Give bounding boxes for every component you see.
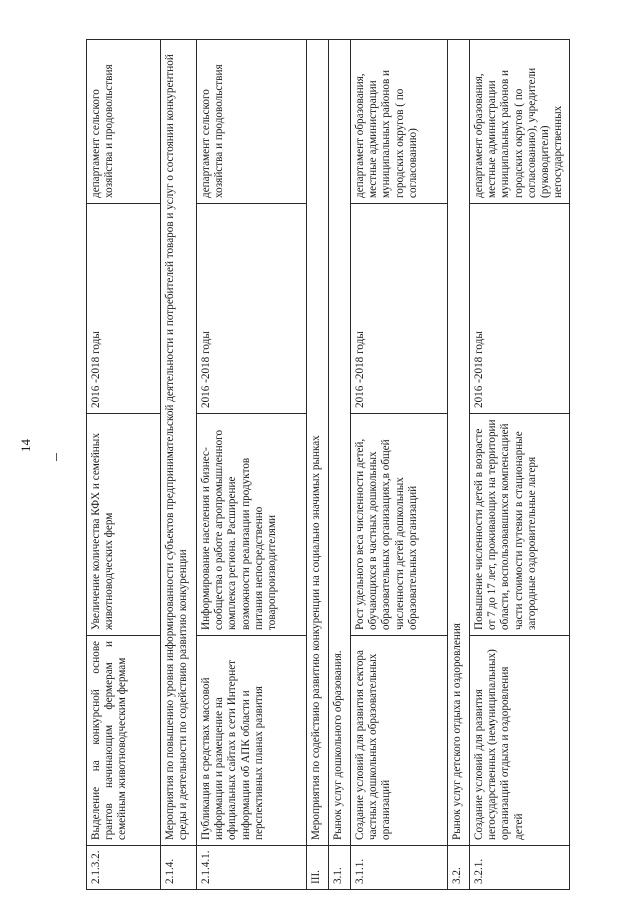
measure-cell: Публикация в средствах массовой информации и размещение на официальных сайтах в сети Интернет информации об АПК области и перспективных планах развития bbox=[197, 636, 307, 846]
section-row bbox=[161, 40, 197, 890]
row-number: 2.1.4.1. bbox=[197, 846, 307, 890]
measures-table bbox=[86, 39, 570, 890]
period-cell: 2016 -2018 годы bbox=[351, 204, 448, 414]
measure-cell: Выделение на конкурсной основе грантов начинающим фермерам и семейным животноводческим фермам bbox=[87, 636, 161, 846]
measure-cell: Создание условий для развития негосударственных (немуниципальных) организаций отдыха и оздоровления детей bbox=[470, 636, 570, 846]
table-row bbox=[470, 40, 570, 890]
row-number: 3.2.1. bbox=[470, 846, 570, 890]
scan-mark bbox=[56, 453, 57, 461]
row-number: 3.1. bbox=[329, 846, 351, 890]
executor-cell: департамент сельского хозяйства и продовольствия bbox=[197, 40, 307, 204]
result-cell: Повышение численности детей в возрасте от 7 до 17 лет, проживающих на территории области, воспользовавшихся компенсацией части стоимости путевки в стационарные загородные оздоровительные лагеря bbox=[470, 414, 570, 636]
section-heading: Рынок услуг дошкольного образования. bbox=[329, 40, 351, 846]
table-row bbox=[197, 40, 307, 890]
period-cell: 2016 -2018 годы bbox=[87, 204, 161, 414]
section-heading: Рынок услуг детского отдыха и оздоровления bbox=[448, 40, 470, 846]
executor-cell: департамент образования, местные администрации муниципальных районов и городских округов ( по согласованию), учредители (руководители) негосударственных bbox=[470, 40, 570, 204]
section-heading: Мероприятия по повышению уровня информированности субъектов предпринимательской деятельности и потребителей товаров и услуг о состоянии конкурентной среды и деятельности по содействию развитию конкуренции bbox=[161, 40, 197, 846]
period-cell: 2016 -2018 годы bbox=[470, 204, 570, 414]
rotated-page-content bbox=[86, 40, 566, 890]
table-row bbox=[351, 40, 448, 890]
result-cell: Рост удельного веса численности детей, обучающихся в частных дошкольных образовательных организациях,в общей численности детей дошкольных образовательных организаций bbox=[351, 414, 448, 636]
executor-cell: департамент образования, местные администрации муниципальных районов и городских округов ( по согласованию) bbox=[351, 40, 448, 204]
row-number: 2.1.4. bbox=[161, 846, 197, 890]
result-cell: Информирование населения и бизнес- сообщества о работе агропромышленного комплекса региона. Расширение возможности реализации продуктов питания непосредственно товаропроизводителями bbox=[197, 414, 307, 636]
table-row bbox=[87, 40, 161, 890]
row-number: 3.1.1. bbox=[351, 846, 448, 890]
row-number: 2.1.3.2. bbox=[87, 846, 161, 890]
page-number: 14 bbox=[18, 439, 33, 452]
section-heading: Мероприятия по содействию развитию конкуренции на социально значимых рынках bbox=[307, 40, 329, 846]
section-row bbox=[329, 40, 351, 890]
row-number: III. bbox=[307, 846, 329, 890]
executor-cell: департамент сельского хозяйства и продовольствия bbox=[87, 40, 161, 204]
result-cell: Увеличение количества КФХ и семейных животноводческих ферм bbox=[87, 414, 161, 636]
section-row bbox=[307, 40, 329, 890]
measure-cell: Создание условий для развития сектора частных дошкольных образовательных организаций bbox=[351, 636, 448, 846]
period-cell: 2016 -2018 годы bbox=[197, 204, 307, 414]
section-row bbox=[448, 40, 470, 890]
row-number: 3.2. bbox=[448, 846, 470, 890]
